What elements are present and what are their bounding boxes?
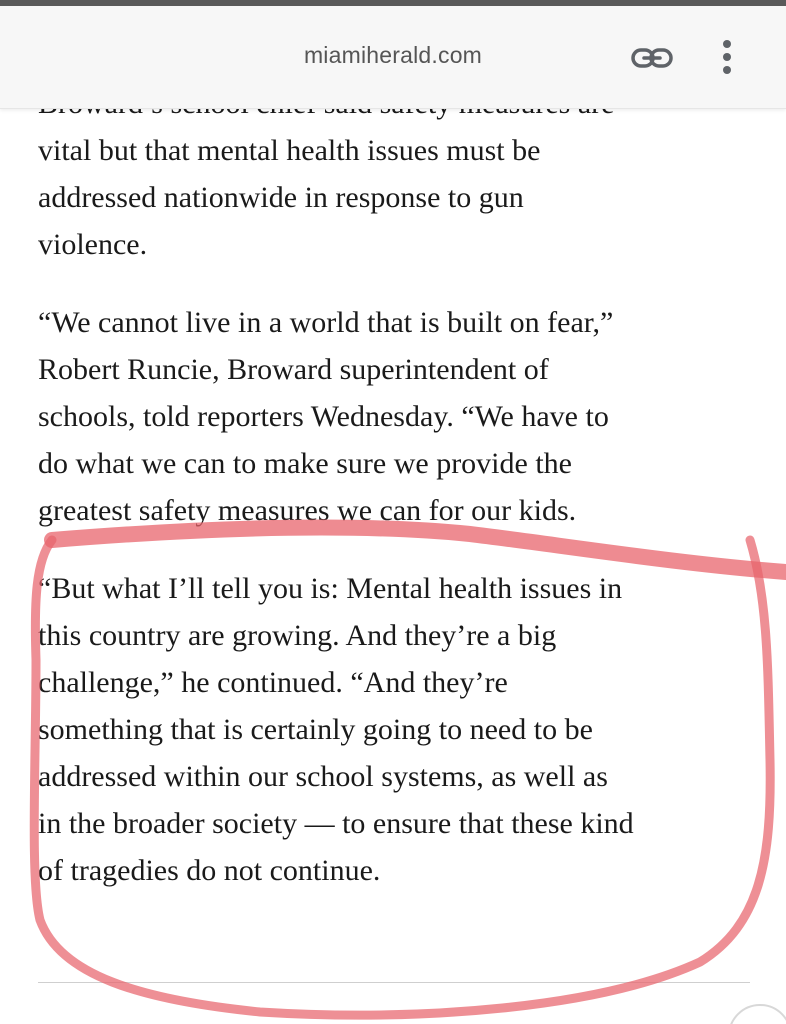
browser-toolbar [0, 6, 786, 109]
article-paragraph: “We cannot live in a world that is built on fear,” Robert Runcie, Broward superintendent of schools, told reporters Wednesday. “We have to do what we can to make sure we provide the greatest safety measures we can for our kids. [38, 306, 614, 527]
url-display[interactable]: miamiherald.com [303, 42, 483, 68]
divider [38, 982, 750, 983]
link-icon[interactable] [630, 42, 674, 74]
article-paragraph: vital but that mental health issues must be addressed nationwide in response to gun violence. [38, 134, 541, 261]
floating-action-circle[interactable] [728, 1004, 786, 1024]
article-body [38, 80, 758, 925]
article-paragraph: “But what I’ll tell you is: Mental health issues in this country are growing. And they’re a big challenge,” he continued. “And they’re something that is certainly going to need to be addressed within our school systems, as well as in the broader society — to ensure that these kind of tragedies do not continue. [38, 572, 634, 887]
more-vertical-icon[interactable] [712, 36, 742, 78]
